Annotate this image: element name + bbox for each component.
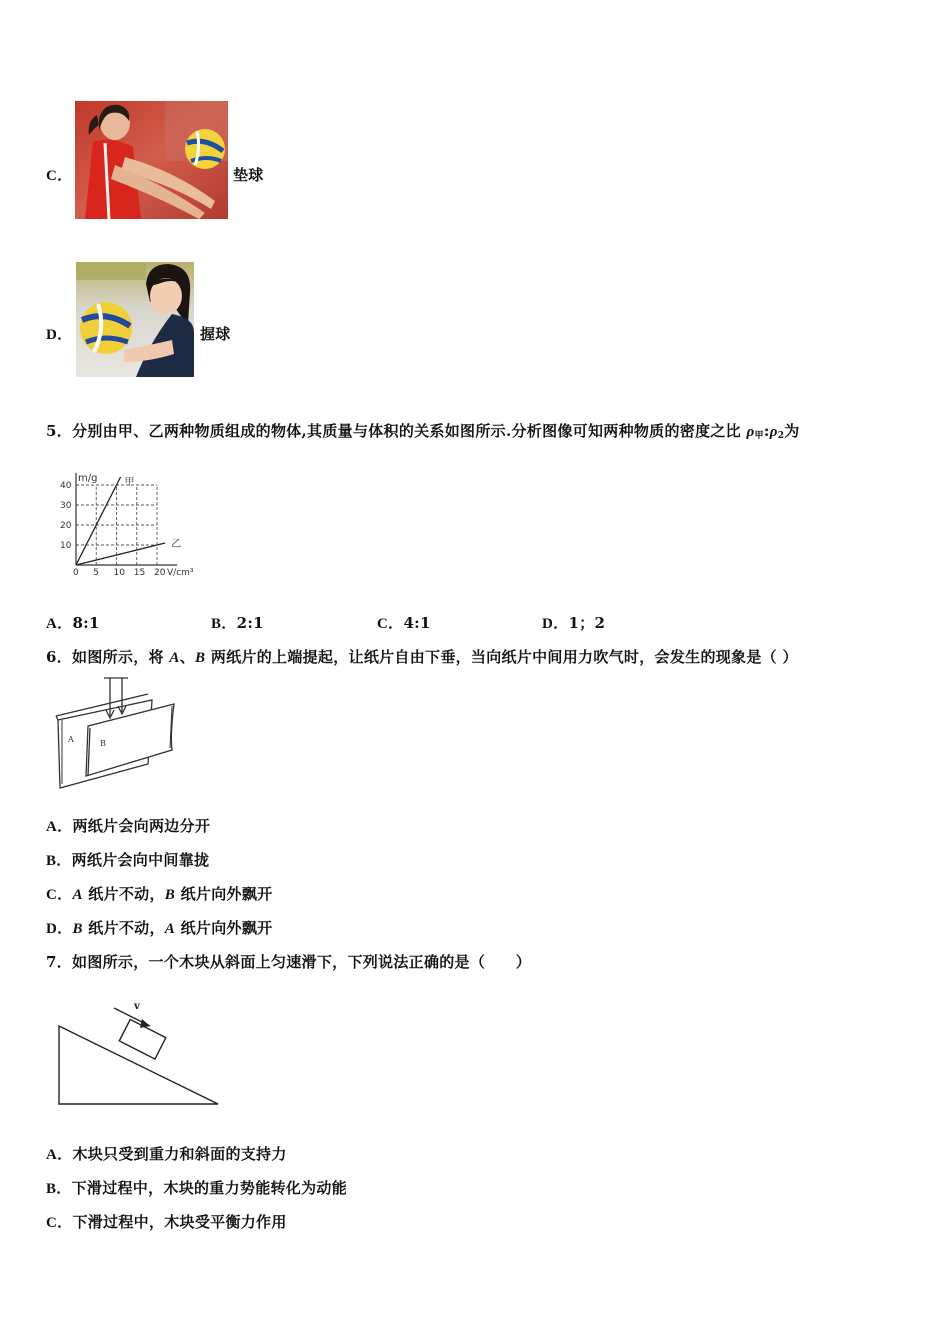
- series-line-jia: [76, 477, 121, 565]
- y-tick-label: 10: [60, 541, 72, 551]
- q6-stem-a: A: [169, 650, 180, 666]
- q6-stem-text: 6．如图所示，将: [46, 648, 170, 666]
- q5-option-d[interactable]: D．1；2: [542, 614, 606, 632]
- q6-stem-sep: 、: [179, 648, 195, 666]
- q5-option-a[interactable]: A．8:1: [46, 614, 100, 632]
- velocity-arrowhead: [140, 1019, 150, 1028]
- q7-option-b[interactable]: B．下滑过程中，木块的重力势能转化为动能: [46, 1179, 348, 1197]
- x-tick-label: 5: [93, 568, 99, 578]
- x-tick-label: 0: [73, 568, 79, 578]
- q5-option-c[interactable]: C．4:1: [377, 614, 431, 632]
- series-label-yi: 乙: [171, 539, 182, 550]
- paper-sheets-svg: [52, 676, 182, 794]
- q6-option-c[interactable]: C．A 纸片不动，B 纸片向外飘开: [46, 885, 273, 903]
- q6-option-a[interactable]: A．两纸片会向两边分开: [46, 817, 211, 835]
- q5-option-b[interactable]: B．2:1: [211, 614, 264, 632]
- volleyball-hold-photo: [76, 262, 194, 377]
- q6-option-d[interactable]: D．B 纸片不动，A 纸片向外飘开: [46, 919, 273, 937]
- paper-sheets-figure: [52, 676, 182, 794]
- q7-option-a[interactable]: A．木块只受到重力和斜面的支持力: [46, 1145, 287, 1163]
- q5-stem: [46, 420, 800, 441]
- y-tick-label: 30: [60, 501, 72, 511]
- sheet-b-label: B: [100, 739, 106, 748]
- option-c-label: 垫球: [233, 166, 264, 184]
- y-axis-label: m/g: [78, 473, 98, 484]
- series-line-yi: [76, 543, 165, 565]
- y-tick-label: 20: [60, 521, 72, 531]
- incline-figure: [52, 996, 224, 1108]
- rho-b-subscript: 2: [777, 431, 785, 441]
- rho-b: ρ: [769, 424, 778, 440]
- rho-a: ρ: [746, 424, 755, 440]
- option-d-letter: D．: [46, 327, 73, 343]
- volleyball-hold-image: [76, 262, 194, 377]
- q6-stem: [46, 646, 798, 667]
- volleyball-dig-photo: [75, 101, 228, 219]
- rho-a-subscript: 甲: [754, 431, 764, 441]
- velocity-label: v: [134, 1001, 140, 1012]
- option-c-letter: C．: [46, 168, 73, 184]
- sheet-a-label: A: [68, 735, 74, 744]
- volleyball-dig-image: [75, 101, 228, 219]
- q5-stem-end: 为: [784, 422, 800, 440]
- q7-option-c[interactable]: C．下滑过程中，木块受平衡力作用: [46, 1213, 287, 1231]
- series-label-jia: 甲: [124, 477, 135, 488]
- q7-stem: 7．如图所示，一个木块从斜面上匀速滑下，下列说法正确的是（ ）: [46, 953, 532, 971]
- q6-stem-b: B: [195, 650, 206, 666]
- ratio-colon: :: [763, 422, 770, 440]
- q6-option-b[interactable]: B．两纸片会向中间靠拢: [46, 851, 210, 869]
- x-tick-label: 15: [133, 568, 146, 578]
- incline-svg: [52, 996, 224, 1108]
- q6-stem-rest: 两纸片的上端提起，让纸片自由下垂，当向纸片中间用力吹气时，会发生的现象是（ ）: [205, 648, 798, 666]
- y-tick-label: 40: [60, 481, 72, 491]
- mass-volume-chart-svg: [52, 452, 217, 582]
- mass-volume-chart: [52, 452, 217, 582]
- x-tick-label: 10: [113, 568, 125, 578]
- option-d-label: 握球: [200, 325, 231, 343]
- x-axis-label: V/cm³: [167, 568, 194, 578]
- x-tick-label: 20: [154, 568, 166, 578]
- q5-stem-text: 5．分别由甲、乙两种物质组成的物体,其质量与体积的关系如图所示.分析图像可知两种物质的密度之比: [46, 422, 747, 440]
